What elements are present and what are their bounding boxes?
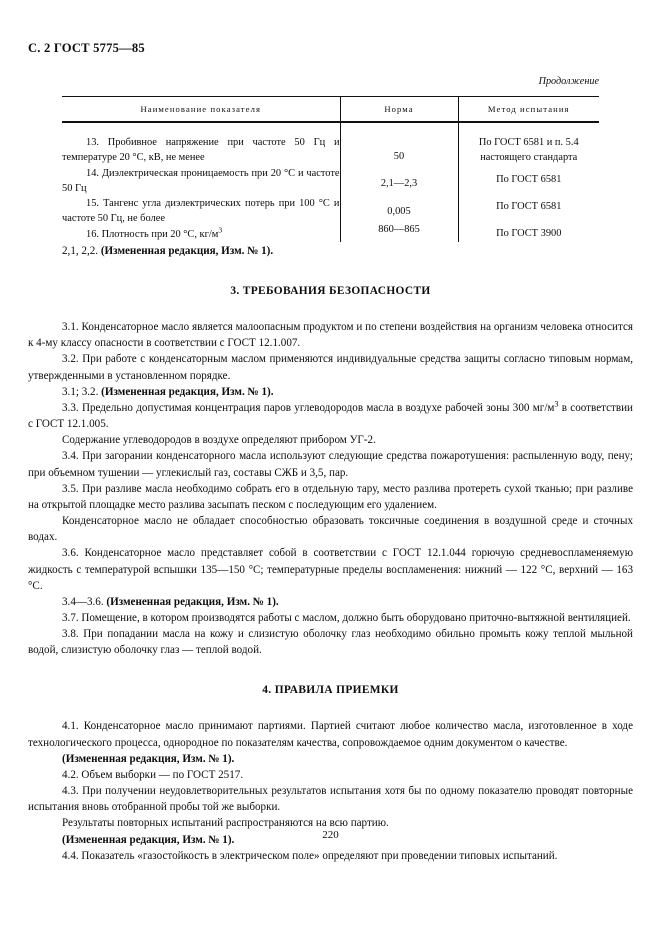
note-2-1-2-2-bold: (Измененная редакция, Изм. № 1). bbox=[100, 245, 274, 257]
note-3-4-3-6-prefix: 3.4—3.6. bbox=[62, 595, 107, 608]
section-4-title: 4. ПРАВИЛА ПРИЕМКИ bbox=[262, 684, 399, 697]
section-3-title: 3. ТРЕБОВАНИЯ БЕЗОПАСНОСТИ bbox=[230, 285, 431, 298]
running-head: С. 2 ГОСТ 5775—85 bbox=[28, 41, 145, 55]
specification-table bbox=[62, 96, 599, 242]
para-3-7: 3.7. Помещение, в котором производятся работы с маслом, должно быть оборудовано приточно-вытяжной вентиляцией. bbox=[62, 611, 631, 624]
specification-table-wrapper bbox=[62, 96, 599, 242]
table-head bbox=[62, 97, 599, 123]
row-name-16: 16. Плотность при 20 °С, $кг/м^3$ bbox=[86, 225, 223, 240]
note-3-1-3-2 bbox=[28, 384, 633, 400]
para-3-3 bbox=[28, 400, 633, 432]
continuation-note: Продолжение bbox=[538, 76, 599, 87]
para-3-3-part-a: 3.3. Предельно допустимая концентрация паров углеводородов масла в воздухе рабочей зоны 300 мг/м bbox=[62, 401, 555, 414]
table-body bbox=[62, 122, 599, 242]
note-3-4-3-6-bold: (Измененная редакция, Изм. № 1). bbox=[106, 595, 279, 608]
cell-norms bbox=[340, 122, 458, 242]
row-method-15: По ГОСТ 6581 bbox=[496, 200, 562, 212]
note-2-1-2-2 bbox=[28, 243, 633, 259]
row-method-16: По ГОСТ 3900 bbox=[496, 228, 562, 240]
column-header-method: Метод испытания bbox=[458, 97, 599, 123]
note-4-1: (Измененная редакция, Изм. № 1). bbox=[62, 752, 235, 765]
cell-names bbox=[62, 122, 340, 242]
column-header-norm: Норма bbox=[340, 97, 458, 123]
para-3-6: 3.6. Конденсаторное масло представляет собой в соответствии с ГОСТ 12.1.044 горючую средневоспламеняемую жидкость с температурой вспышки 135—150 °С; температурные пределы воспламенения: нижний — 122 °С, верхний — 163 °С. bbox=[28, 547, 633, 592]
row-norm-15: 0,005 bbox=[387, 205, 411, 217]
table-row bbox=[62, 122, 599, 242]
row-norm-16: 860—865 bbox=[378, 223, 420, 235]
para-3-3-part-b: в соответствии с ГОСТ 12.1.005. bbox=[28, 401, 633, 431]
note-3-1-3-2-prefix: 3.1; 3.2. bbox=[62, 385, 102, 398]
row-norm-14: 2,1—2,3 bbox=[380, 178, 418, 190]
para-4-3: 4.3. При получении неудовлетворительных результатов испытания хотя бы по одному показателю проводят повторные испытания вновь отобранной пробы той же выборки. bbox=[28, 785, 633, 814]
column-header-name: Наименование показателя bbox=[140, 104, 262, 114]
note-4-3: (Измененная редакция, Изм. № 1). bbox=[62, 833, 235, 846]
note-3-4-3-6 bbox=[28, 594, 633, 610]
row-name-14: 14. Диэлектрическая проницаемость при 20 °С и частоте 50 Гц bbox=[62, 167, 340, 194]
para-3-1: 3.1. Конденсаторное масло является малоопасным продуктом и по степени воздействия на организм человека относится к 4-му классу опасности в соответствии с ГОСТ 12.1.007. bbox=[28, 321, 633, 350]
para-3-4: 3.4. При загорании конденсаторного масла используют следующие средства пожаротушения: распыленную воду, пену; при объемном тушении — углекислый газ, составы СЖБ и 3,5, пар. bbox=[28, 450, 633, 479]
para-3-3-extra: Содержание углеводородов в воздухе определяют прибором УГ-2. bbox=[62, 434, 376, 447]
page-number: 220 bbox=[322, 829, 339, 841]
note-2-1-2-2-prefix: 2,1, 2,2. bbox=[62, 245, 101, 257]
cell-methods bbox=[458, 122, 599, 242]
para-4-2: 4.2. Объем выборки — по ГОСТ 2517. bbox=[62, 768, 244, 781]
body-text bbox=[28, 243, 633, 864]
row-name-15: 15. Тангенс угла диэлектрических потерь при 100 °С и частоте 50 Гц, не более bbox=[62, 198, 340, 225]
para-3-8: 3.8. При попадании масла на кожу и слизистую оболочку глаз необходимо обильно промыть кожу теплой мыльной водой, слизистую оболочку глаз — теплой водой. bbox=[28, 628, 633, 657]
row-norm-13: 50 bbox=[393, 151, 405, 162]
row-method-14: По ГОСТ 6581 bbox=[496, 173, 562, 185]
row-method-13: По ГОСТ 6581 и п. 5.4 настоящего стандарта bbox=[478, 137, 579, 164]
para-4-4: 4.4. Показатель «газостойкость в электрическом поле» определяют при проведении типовых испытаний. bbox=[62, 849, 558, 862]
para-4-3-extra: Результаты повторных испытаний распространяются на всю партию. bbox=[62, 817, 389, 830]
row-name-13: 13. Пробивное напряжение при частоте 50 Гц и температуре 20 °С, кВ, не менее bbox=[62, 137, 340, 164]
para-3-5-extra: Конденсаторное масло не обладает способностью образовать токсичные соединения в воздушной среде и сточных водах. bbox=[28, 515, 633, 544]
para-3-3-superscript: 3 bbox=[554, 399, 559, 409]
note-3-1-3-2-bold: (Измененная редакция, Изм. № 1). bbox=[101, 385, 274, 398]
para-4-1: 4.1. Конденсаторное масло принимают партиями. Партией считают любое количество масла, изготовленное в ходе технологического процесса, однородное по показателям качества, сопровождаемое одним документом о качестве. bbox=[28, 720, 633, 749]
para-3-2: 3.2. При работе с конденсаторным маслом применяются индивидуальные средства защиты согласно типовым нормам, утвержденными в установленном порядке. bbox=[28, 353, 633, 382]
para-3-5: 3.5. При разливе масла необходимо собрать его в отдельную тару, место разлива протереть сухой тканью; при разливе на открытой площадке место разлива засыпать песком с последующим его удалением. bbox=[28, 482, 633, 511]
table-header-row bbox=[62, 97, 599, 123]
